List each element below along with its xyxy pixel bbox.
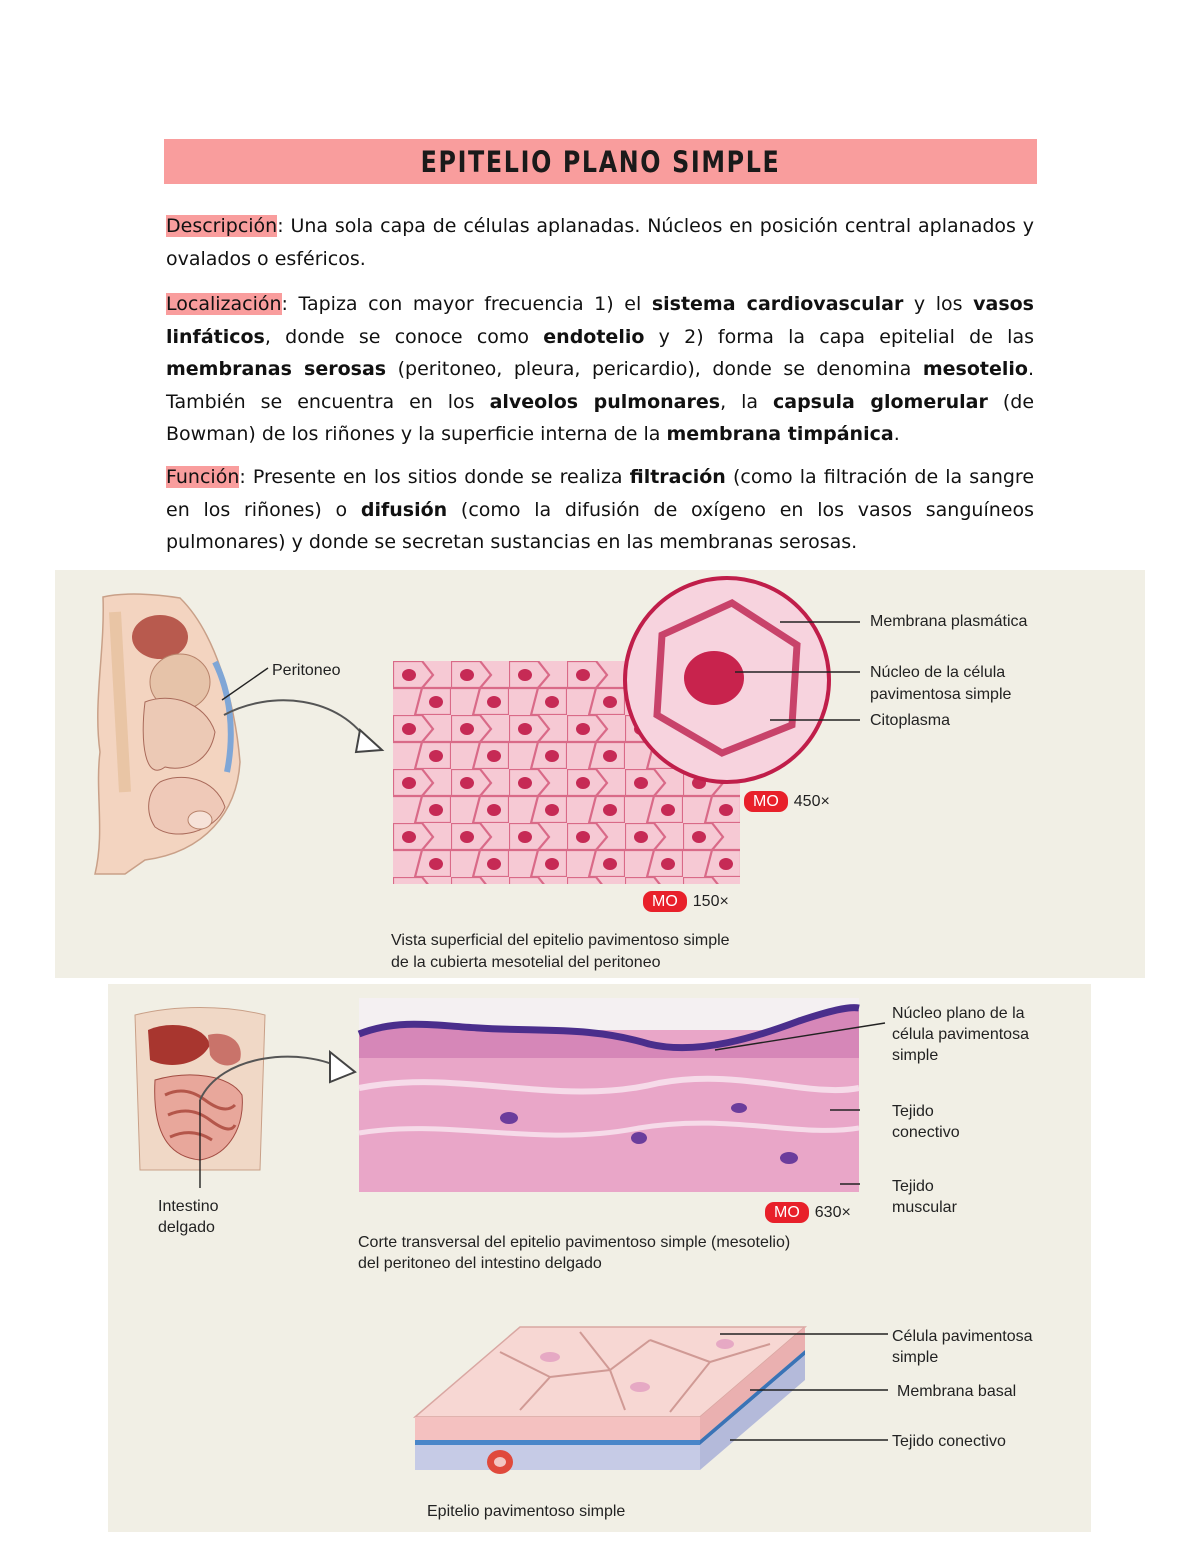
location-term-3: endotelio: [543, 325, 645, 348]
location-paragraph: [166, 288, 1034, 451]
tejido-muscular-label-1: Tejido: [892, 1178, 934, 1195]
nucleo-celula-label-2: pavimentosa simple: [870, 686, 1012, 703]
figure-1-leader-lines: [730, 610, 865, 730]
mag-150-value: 150×: [692, 893, 729, 910]
intestino-label-2: delgado: [158, 1219, 215, 1236]
figure-2-caption-line-2: del peritoneo del intestino delgado: [358, 1255, 602, 1272]
location-text-4: y 2) forma la capa epitelial de las: [644, 325, 1034, 348]
location-term-6: alveolos pulmonares: [489, 390, 721, 413]
function-term-2: difusión: [360, 498, 448, 521]
nucleo-plano-label-1: Núcleo plano de la: [892, 1005, 1025, 1022]
location-term-5: mesotelio: [922, 358, 1028, 380]
mo-badge-630: MO: [765, 1202, 809, 1223]
function-text-3: (como la difusión de oxígeno en los vasos sanguíneos pulmonares) y donde se secretan sustancias en las membranas serosas.: [166, 498, 1034, 553]
celula-pavimentosa-label-1: Célula pavimentosa: [892, 1328, 1033, 1345]
figure-1-caption-line-2: de la cubierta mesotelial del peritoneo: [391, 954, 661, 971]
nucleo-celula-label-1: Núcleo de la célula: [870, 664, 1006, 681]
tejido-muscular-label-2: muscular: [892, 1199, 957, 1216]
membrana-basal-label: Membrana basal: [897, 1383, 1017, 1400]
figure-2-leader-lines: [700, 1010, 890, 1190]
membrana-plasmatica-label: Membrana plasmática: [870, 613, 1028, 630]
magnification-150: [643, 891, 729, 912]
description-paragraph: [166, 210, 1034, 275]
nucleo-plano-label-2: célula pavimentosa: [892, 1026, 1029, 1043]
location-term-8: membrana timpánica: [666, 423, 894, 445]
location-text-1: : Tapiza con mayor frecuencia 1) el: [281, 293, 652, 315]
function-text-1: : Presente en los sitios donde se realiza: [239, 466, 630, 488]
tejido-conectivo-label-1: Tejido: [892, 1103, 934, 1120]
nucleo-plano-label-3: simple: [892, 1047, 939, 1064]
figure-3-caption: Epitelio pavimentoso simple: [427, 1503, 626, 1520]
function-paragraph: [166, 461, 1034, 559]
location-text-3: , donde se conoce como: [264, 325, 544, 348]
location-text-7: , la: [720, 390, 773, 413]
location-term-4: membranas serosas: [166, 358, 387, 380]
magnification-450: [744, 791, 830, 812]
function-text-2: (como la filtración de la sangre en los riñones) o: [166, 466, 1035, 521]
location-text-5: (peritoneo, pleura, pericardio), donde se denomina: [386, 358, 923, 380]
tejido-conectivo-3-label: Tejido conectivo: [892, 1433, 1006, 1450]
mag-450-value: 450×: [793, 793, 830, 810]
location-text-6: . También se encuentra en los: [166, 358, 1034, 413]
location-text-9: .: [893, 423, 900, 445]
location-term-1: sistema cardiovascular: [651, 293, 904, 315]
title-banner: [164, 139, 1037, 184]
location-term-7: capsula glomerular: [772, 390, 988, 413]
intestino-arrow: [180, 1040, 360, 1190]
function-label: Función: [166, 466, 240, 488]
tejido-conectivo-label-2: conectivo: [892, 1124, 960, 1141]
figure-3-leader-lines: [690, 1330, 890, 1450]
figure-2-caption-line-1: Corte transversal del epitelio pavimentoso simple (mesotelio): [358, 1234, 791, 1251]
celula-pavimentosa-label-2: simple: [892, 1349, 939, 1366]
mag-630-value: 630×: [814, 1204, 851, 1221]
figure-1-caption-line-1: Vista superficial del epitelio pavimentoso simple: [391, 932, 730, 949]
location-term-2: vasos linfáticos: [166, 293, 1034, 348]
peritoneo-label: Peritoneo: [272, 662, 341, 679]
location-text-2: y los: [903, 293, 974, 315]
page-title: EPITELIO PLANO SIMPLE: [420, 145, 781, 179]
citoplasma-label: Citoplasma: [870, 712, 951, 729]
magnification-630: [765, 1202, 851, 1223]
mo-badge-450: MO: [744, 791, 788, 812]
function-term-1: filtración: [629, 466, 726, 488]
description-text: : Una sola capa de células aplanadas. Núcleos en posición central aplanados y ovalados o esféricos.: [166, 215, 1034, 270]
location-text-8: (de Bowman) de los riñones y la superficie interna de la: [166, 390, 1035, 445]
intestino-label-1: Intestino: [158, 1198, 219, 1215]
description-label: Descripción: [166, 215, 278, 237]
mo-badge-150: MO: [643, 891, 687, 912]
location-label: Localización: [166, 293, 282, 315]
